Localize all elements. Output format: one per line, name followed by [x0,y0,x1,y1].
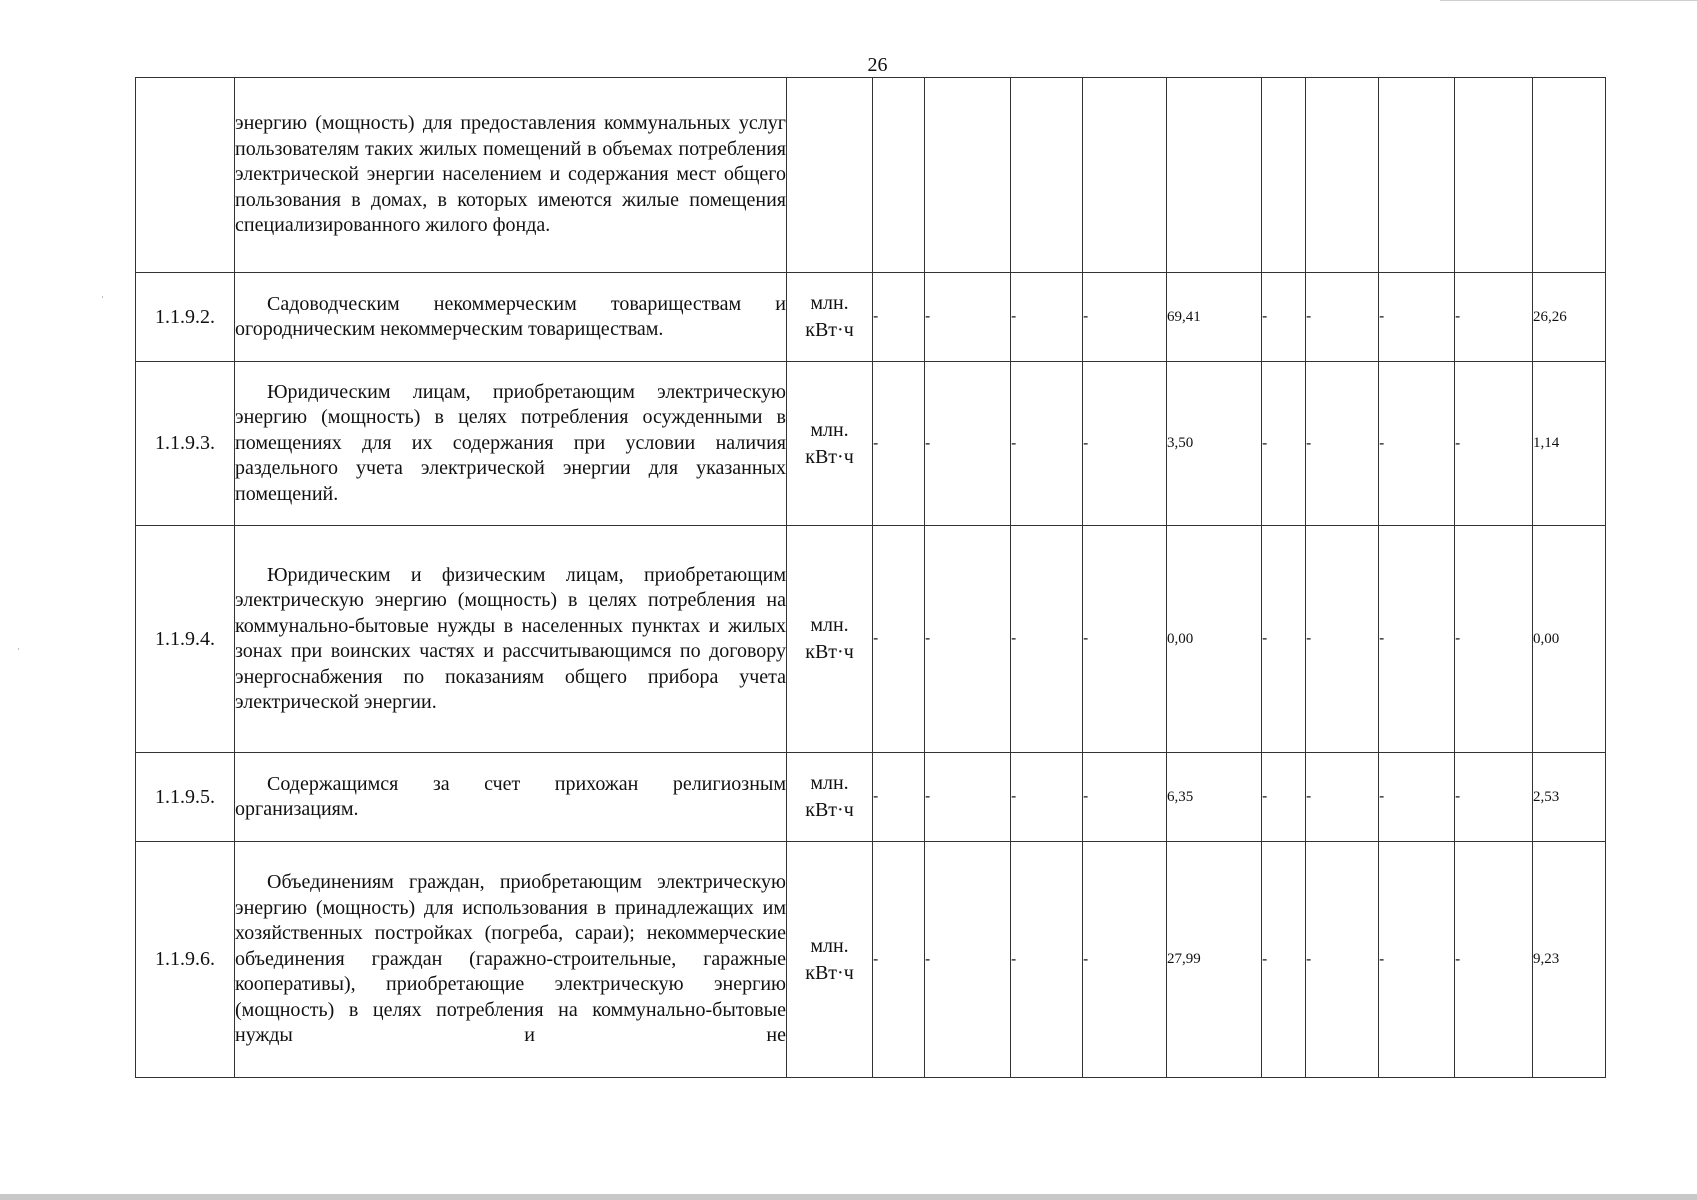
dash-cell: - [1262,273,1306,362]
unit-line: кВт·ч [805,641,854,663]
dash-cell: - [1379,753,1455,842]
row-number: 1.1.9.3. [136,362,235,526]
dash-cell: - [1262,753,1306,842]
unit-line: кВт·ч [805,961,854,984]
unit-line: млн. [810,934,849,957]
dash-cell: - [1083,362,1167,526]
description-text: Содержащимся за счет прихожан религиозным организациям. [235,772,786,820]
unit-cell [787,273,873,362]
dash-cell: - [1455,526,1533,753]
scan-edge-line [1440,0,1697,1]
value-cell: 26,26 [1533,273,1606,362]
description-text: энергию (мощность) для предоставления коммунальных услуг пользователям таких жилых помещений в объемах потребления электрической энергии населением и содержания мест общего пользования в домах, в которых имеются жилые помещения специализированного жилого фонда. [235,112,786,237]
dash-cell: - [925,842,1011,1078]
row-number: 1.1.9.5. [136,753,235,842]
dash-cell: - [873,273,925,362]
dash-cell: - [925,273,1011,362]
page-number: 26 [867,54,888,76]
value-cell [1455,78,1533,273]
unit-cell [787,362,873,526]
description-text: Объединениям граждан, приобретающим электрическую энергию (мощность) для использования в принадлежащих им хозяйственных постройках (погреба, сараи); некоммерческие объединения граждан (гаражно-строительные, гаражные кооперативы), приобретающие электрическую энергию (мощность) в целях потребления на коммунально-бытовые нужды и не [235,871,786,1047]
dash-cell: - [1455,362,1533,526]
unit-cell [787,78,873,273]
row-description [235,273,787,362]
dash-cell: - [1306,842,1379,1078]
dash-cell: - [873,362,925,526]
table-row [136,273,1606,362]
row-description [235,842,787,1078]
dash-cell: - [925,526,1011,753]
table-row [136,753,1606,842]
table-row [136,78,1606,273]
value-cell [1533,78,1606,273]
dash-cell: - [1083,753,1167,842]
dash-cell: - [1379,842,1455,1078]
unit-line: млн. [810,418,849,441]
scan-speck [18,648,19,650]
unit-line: млн. [810,614,849,636]
row-number: 1.1.9.4. [136,526,235,753]
dash-cell: - [1083,842,1167,1078]
dash-cell: - [1011,362,1083,526]
value-cell: 9,23 [1533,842,1606,1078]
unit-line: кВт·ч [805,445,854,468]
unit-cell [787,842,873,1078]
value-cell: 69,41 [1167,273,1262,362]
unit-cell [787,526,873,753]
dash-cell: - [1455,753,1533,842]
row-number: 1.1.9.2. [136,273,235,362]
dash-cell: - [1011,753,1083,842]
value-cell: 0,00 [1533,526,1606,753]
row-description [235,526,787,753]
dash-cell: - [925,362,1011,526]
dash-cell: - [1011,273,1083,362]
value-cell [1083,78,1167,273]
dash-cell: - [925,753,1011,842]
value-cell: 3,50 [1167,362,1262,526]
value-cell [873,78,925,273]
unit-line: кВт·ч [805,319,854,341]
value-cell [1306,78,1379,273]
value-cell: 27,99 [1167,842,1262,1078]
description-text: Юридическим и физическим лицам, приобретающим электрическую энергию (мощность) в целях потребления на коммунально-бытовые нужды в населенных пунктах и жилых зонах при воинских частях и рассчитывающимся по договору энергоснабжения по показаниям общего прибора учета электрической энергии. [235,563,786,713]
scan-speck [102,296,103,298]
scan-bottom-edge [0,1194,1697,1200]
table-row [136,842,1606,1078]
value-cell: 1,14 [1533,362,1606,526]
value-cell [925,78,1011,273]
value-cell: 0,00 [1167,526,1262,753]
unit-line: кВт·ч [805,799,854,821]
value-cell: 6,35 [1167,753,1262,842]
row-description [235,362,787,526]
dash-cell: - [1455,842,1533,1078]
dash-cell: - [873,842,925,1078]
dash-cell: - [1306,753,1379,842]
unit-line: млн. [810,292,849,314]
tariff-table [135,77,1606,1078]
dash-cell: - [873,526,925,753]
table-row [136,362,1606,526]
row-number: 1.1.9.6. [136,842,235,1078]
value-cell [1379,78,1455,273]
dash-cell: - [1011,842,1083,1078]
dash-cell: - [1379,526,1455,753]
row-description [235,78,787,273]
description-text: Садоводческим некоммерческим товариществам и огородническим некоммерческим товариществам. [235,292,786,340]
dash-cell: - [1379,273,1455,362]
value-cell: 2,53 [1533,753,1606,842]
unit-cell [787,753,873,842]
dash-cell: - [1379,362,1455,526]
dash-cell: - [1262,842,1306,1078]
dash-cell: - [1083,273,1167,362]
table-row [136,526,1606,753]
row-number [136,78,235,273]
unit-line: млн. [810,772,849,794]
value-cell [1011,78,1083,273]
dash-cell: - [1306,273,1379,362]
description-text: Юридическим лицам, приобретающим электрическую энергию (мощность) в целях потребления осужденными в помещениях для их содержания при условии наличия раздельного учета электрической энергии для указанных помещений. [235,380,786,505]
dash-cell: - [1262,526,1306,753]
dash-cell: - [1262,362,1306,526]
value-cell [1262,78,1306,273]
dash-cell: - [1083,526,1167,753]
dash-cell: - [873,753,925,842]
dash-cell: - [1011,526,1083,753]
dash-cell: - [1306,526,1379,753]
dash-cell: - [1306,362,1379,526]
dash-cell: - [1455,273,1533,362]
row-description [235,753,787,842]
value-cell [1167,78,1262,273]
